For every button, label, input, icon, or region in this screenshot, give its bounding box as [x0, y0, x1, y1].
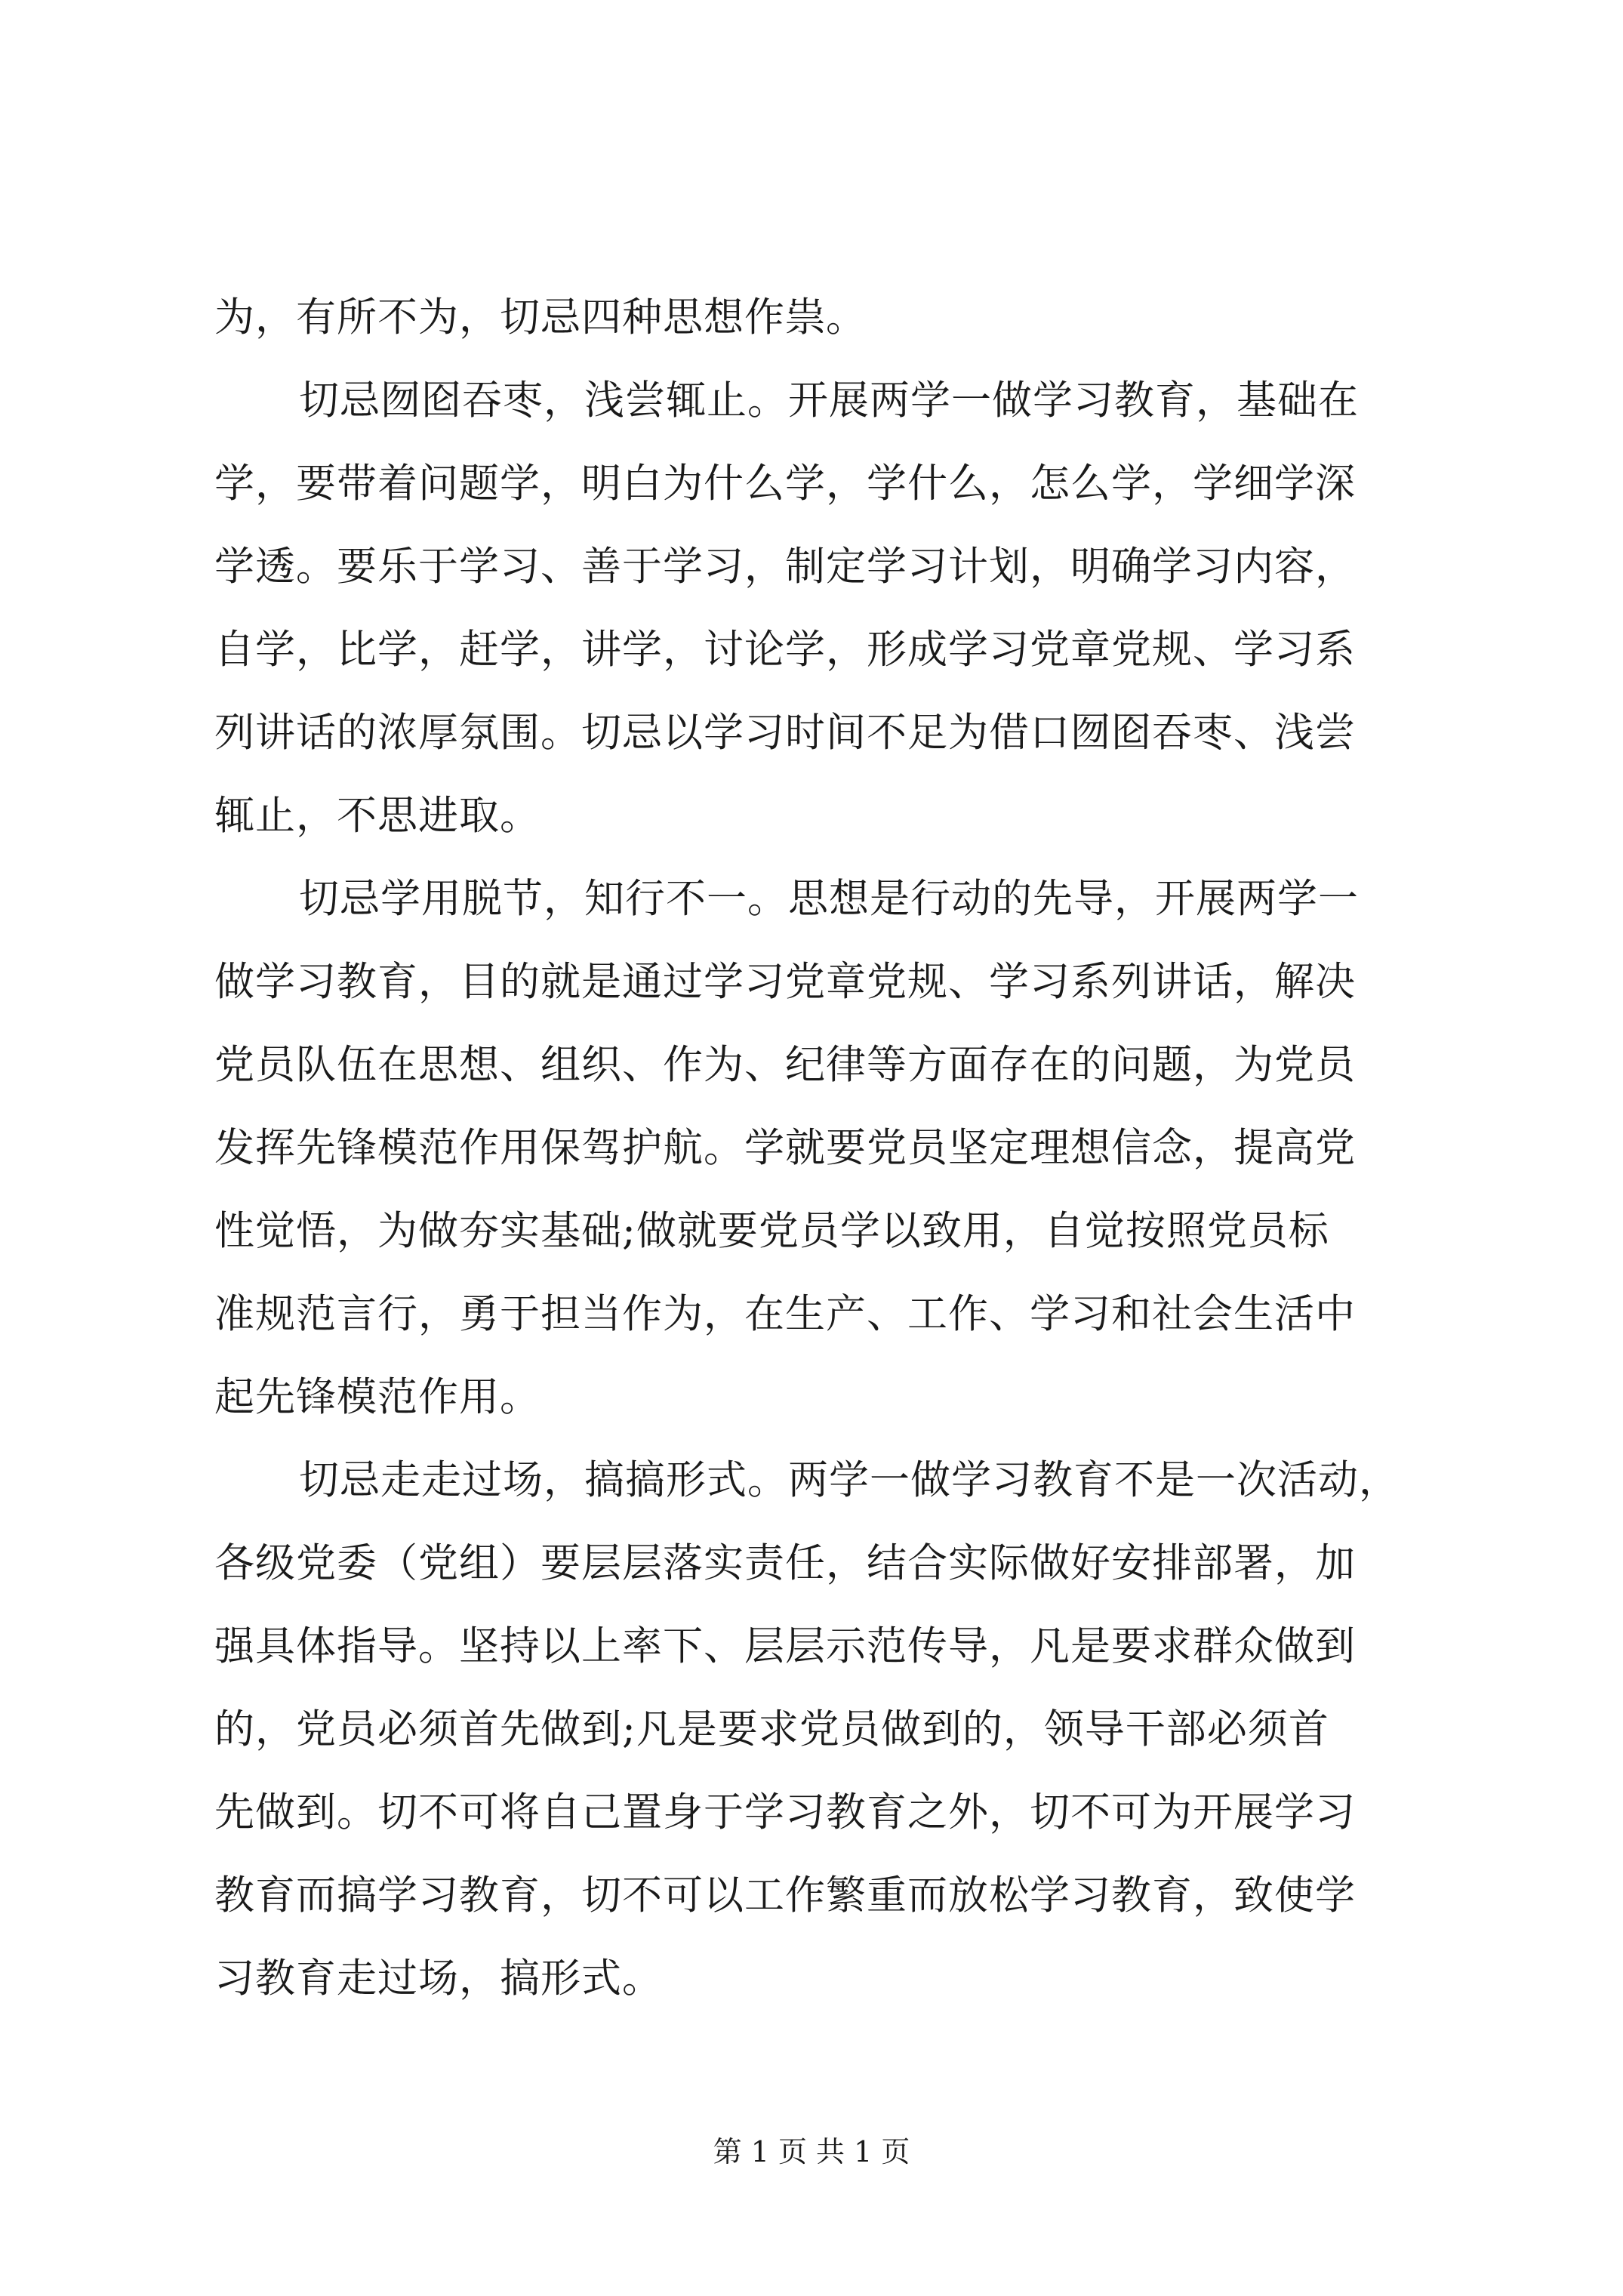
paragraph-start-line: 切忌走走过场，搞搞形式。两学一做学习教育不是一次活动， — [299, 1457, 1400, 1503]
text-line: 党员队伍在思想、组织、作为、纪律等方面存在的问题，为党员 — [214, 1042, 1356, 1088]
text-line: 自学，比学，赶学，讲学，讨论学，形成学习党章党规、学习系 — [214, 627, 1356, 673]
text-line: 学，要带着问题学，明白为什么学，学什么，怎么学，学细学深 — [214, 461, 1356, 507]
text-line: 习教育走过场，搞形式。 — [214, 1955, 663, 2002]
text-line: 教育而搞学习教育，切不可以工作繁重而放松学习教育，致使学 — [214, 1872, 1356, 1918]
page-number-label: 第 1 页 共 1 页 — [713, 2135, 910, 2168]
document-body — [214, 276, 1430, 2020]
text-line: 辄止，不思进取。 — [214, 793, 540, 839]
text-line: 发挥先锋模范作用保驾护航。学就要党员坚定理想信念，提高党 — [214, 1125, 1356, 1171]
paragraph-start-line: 切忌学用脱节，知行不一。思想是行动的先导，开展两学一 — [299, 876, 1359, 922]
text-line: 为，有所不为，切忌四种思想作祟。 — [214, 294, 867, 341]
text-line: 强具体指导。坚持以上率下、层层示范传导，凡是要求群众做到 — [214, 1623, 1356, 1669]
text-line: 起先锋模范作用。 — [214, 1374, 540, 1420]
text-line: 准规范言行，勇于担当作为，在生产、工作、学习和社会生活中 — [214, 1291, 1356, 1337]
text-line: 先做到。切不可将自己置身于学习教育之外，切不可为开展学习 — [214, 1789, 1356, 1835]
text-line: 学透。要乐于学习、善于学习，制定学习计划，明确学习内容， — [214, 544, 1356, 590]
paragraph-start-line: 切忌囫囵吞枣，浅尝辄止。开展两学一做学习教育，基础在 — [299, 378, 1359, 424]
text-line: 的，党员必须首先做到;凡是要求党员做到的，领导干部必须首 — [214, 1706, 1329, 1752]
text-line: 做学习教育，目的就是通过学习党章党规、学习系列讲话，解决 — [214, 959, 1356, 1005]
page-footer — [0, 2133, 1623, 2171]
text-line: 列讲话的浓厚氛围。切忌以学习时间不足为借口囫囵吞枣、浅尝 — [214, 710, 1356, 756]
text-line: 各级党委（党组）要层层落实责任，结合实际做好安排部署，加 — [214, 1540, 1356, 1586]
text-line: 性觉悟，为做夯实基础;做就要党员学以致用，自觉按照党员标 — [214, 1208, 1329, 1254]
